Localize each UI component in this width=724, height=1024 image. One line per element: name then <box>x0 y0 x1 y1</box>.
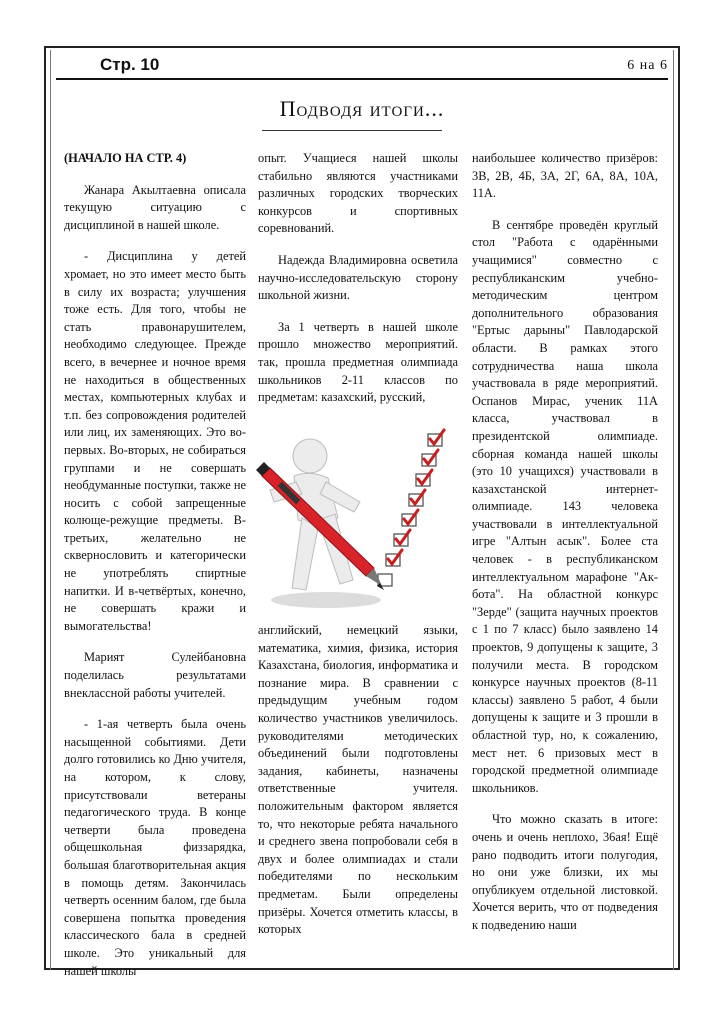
column-3 <box>472 150 658 949</box>
paragraph: - Дисциплина у детей хромает, но это имеет место быть в силу их возраста; улучшения тоже есть. Для того, чтобы не стать правонарушителем, необходимо следующее. Прежде всего, в вечернее и ночное время не находиться в общественных местах, компьютерных клубах и т.п. без сопровождения родителей или лиц, их заменяющих. Это во-первых. Во-вторых, не собираться группами и не совершать необдуманные поступки, также не носить с собой запрещенные колюще-режущие предметы. В-третьих, желательно не сквернословить и категорически не употреблять спиртные напитки. И в-четвёртых, конечно, не совершать кражи и вымогательства! <box>64 249 246 633</box>
page-number-label: Стр. 10 <box>100 55 160 74</box>
paragraph: За 1 четверть в нашей школе прошло множество мероприятий. так, прошла предметная олимпиада школьников 2-11 классов по предметам: казахский, русский, <box>258 319 458 405</box>
page-count: 6 на 6 <box>627 58 668 73</box>
title-underline <box>262 130 442 131</box>
paragraph: наибольшее количество призёров: 3В, 2В, 4Б, 3А, 2Г, 6А, 8А, 10А, 11А. <box>472 151 658 201</box>
paragraph: английский, немецкий языки, математика, химия, физика, история Казахстана, биология, информатика и познание мира. В сравнении с предыдущим учебным годом количество участников увеличилось. руководителями методических объединений были подготовлены задания, кабинеты, назначены ответственные учителя. положительным фактором является то, что некоторые ребята начального и среднего звена попробовали себя в двух и более олимпиадах и стали победителями по нескольким предметам. Были определены призёры. Хочется отметить классы, в которых <box>258 623 458 937</box>
paragraph: Что можно сказать в итоге: очень и очень неплохо, 36ая! Ещё рано подводить итоги полугодия, но они уже близки, их мы опубликуем отдельной листовкой. Хочется верить, что от подведения к подведению наши <box>472 812 658 932</box>
article-title: Подводя итоги... <box>279 96 445 121</box>
column-2-top <box>258 150 458 421</box>
header-rule <box>56 78 668 80</box>
paragraph: Марият Сулейбановна поделилась результатами внеклассной работы учителей. <box>64 650 246 700</box>
paragraph: Жанара Акылтаевна описала текущую ситуацию с дисциплиной в нашей школе. <box>64 182 246 232</box>
paragraph: В сентябре проведён круглый стол "Работа с одарёнными учащимися" совместно с республиканским учебно-методическим центром дополнительного образования "Ертыс дарыны" Павлодарской области. В рамках этого сотрудничества наша школа участвовала в ряде мероприятий. Оспанов Мирас, ученик 11А класса, участвовал в президентской олимпиаде. сборная команда нашей школы (это 10 учащихся) участвовали в казахстанской интернет-олимпиаде. 143 человека участвовали в интеллектуальной игре "Алтын асык". Более ста человек - в республиканском интеллектуальном марафоне "Ак-бота". На областной конкурс "Зерде" (защита научных проектов с 1 по 7 класс) было заявлено 14 проектов, 9 допущены к защите, 3 получили места. В городском конкурсе научных проектов (8-11 классы) заявлено 5 работ, 4 были допущены к защите и 3 прошли в областной тур, но, к сожалению, мест нет. 6 призовых мест в городской предметной олимпиаде школьников. <box>472 217 658 795</box>
paragraph: Надежда Владимировна осветила научно-исследовательскую сторону школьной жизни. <box>258 252 458 303</box>
paragraph: опыт. Учащиеся нашей школы стабильно являются участниками различных городских творческих конкурсов и спортивных соревнований. <box>258 151 458 236</box>
continuation-note: (НАЧАЛО НА СТР. 4) <box>64 151 187 165</box>
paragraph: - 1-ая четверть была очень насыщенной событиями. Дети долго готовились ко Дню учителя, на котором, к слову, присутствовали ветераны педагогического труда. В конце четверти была проведена общешкольная физзарядка, большая благотворительная акция в помощь детям. Закончилась четверть осенним балом, где была совершена попытка проведения классического бала в средней школе. Это уникальный для нашей школы <box>64 717 246 978</box>
column-1 <box>64 150 246 994</box>
column-2-bottom <box>258 622 458 953</box>
figure-with-pen-checklist-icon <box>256 428 466 614</box>
